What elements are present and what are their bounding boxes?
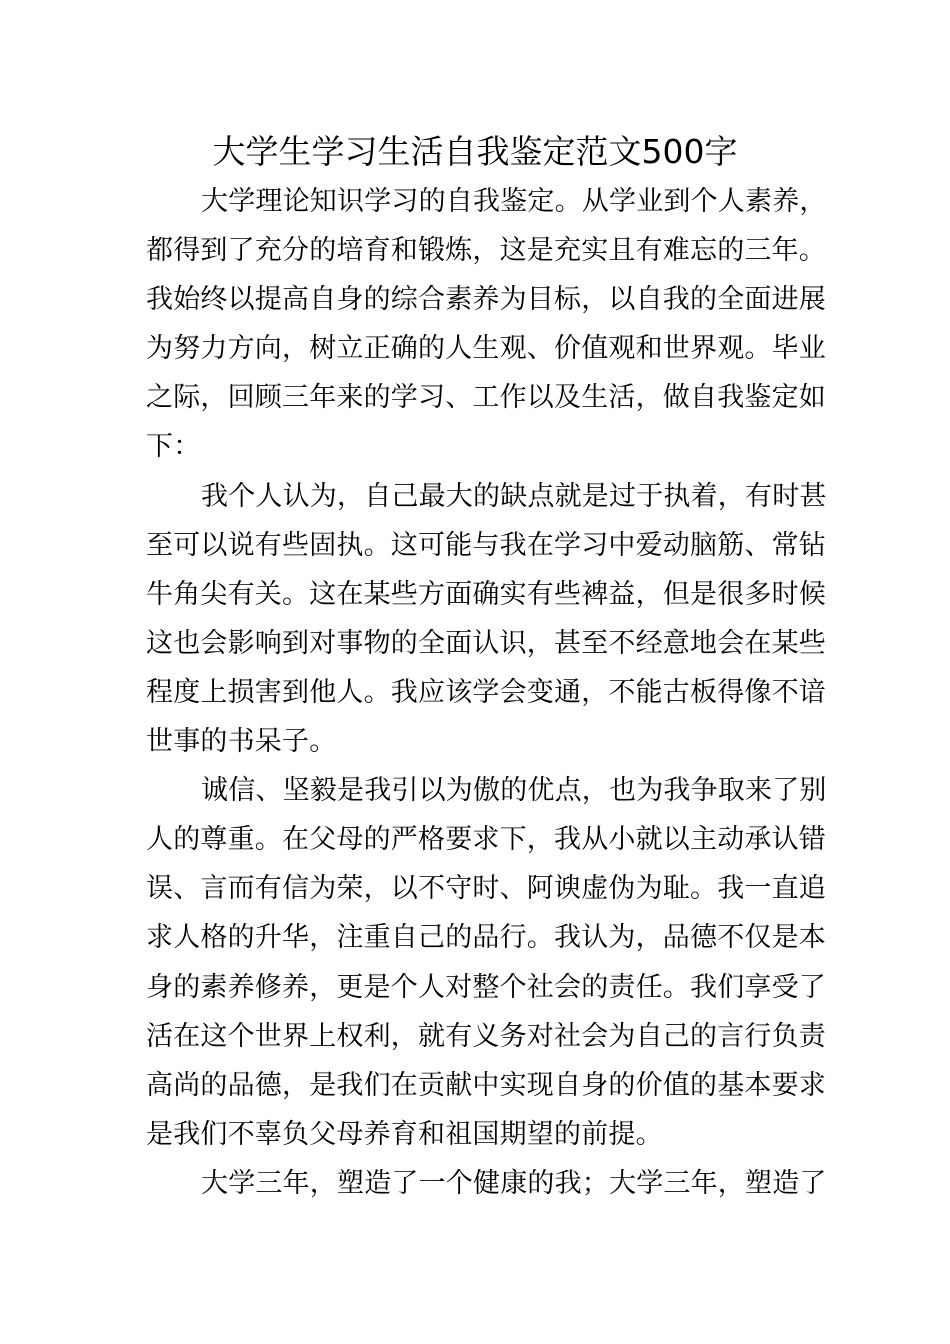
paragraph-2 — [146, 472, 827, 767]
paragraph-line: 我始终以提高自身的综合素养为目标，以自我的全面进展 — [146, 284, 826, 316]
paragraph-line: 误、言而有信为荣，以不守时、阿谀虚伪为耻。我一直追 — [146, 873, 826, 905]
document-body — [146, 177, 827, 1208]
paragraph-line: 诚信、坚毅是我引以为傲的优点，也为我争取来了别 — [201, 775, 827, 807]
paragraph-line: 大学三年，塑造了一个健康的我；大学三年，塑造了 — [201, 1167, 827, 1199]
paragraph-line: 高尚的品德，是我们在贡献中实现自身的价值的基本要求 — [146, 1069, 826, 1101]
paragraph-line: 牛角尖有关。这在某些方面确实有些裨益，但是很多时候 — [146, 578, 826, 610]
paragraph-line: 是我们不辜负父母养育和祖国期望的前提。 — [146, 1118, 663, 1150]
paragraph-line: 下： — [146, 431, 201, 463]
paragraph-line: 之际，回顾三年来的学习、工作以及生活，做自我鉴定如 — [146, 382, 826, 414]
paragraph-line: 求人格的升华，注重自己的品行。我认为，品德不仅是本 — [146, 922, 826, 954]
paragraph-line: 活在这个世界上权利，就有义务对社会为自己的言行负责 — [146, 1020, 826, 1052]
paragraph-line: 都得到了充分的培育和锻炼，这是充实且有难忘的三年。 — [146, 235, 826, 267]
paragraph-line: 大学理论知识学习的自我鉴定。从学业到个人素养， — [201, 186, 827, 217]
paragraph-line: 至可以说有些固执。这可能与我在学习中爱动脑筋、常钻 — [146, 529, 826, 561]
paragraph-4 — [146, 1159, 827, 1208]
paragraph-1 — [146, 177, 827, 472]
paragraph-line: 人的尊重。在父母的严格要求下，我从小就以主动承认错 — [146, 824, 826, 856]
paragraph-line: 身的素养修养，更是个人对整个社会的责任。我们享受了 — [146, 971, 826, 1003]
paragraph-line: 这也会影响到对事物的全面认识，甚至不经意地会在某些 — [146, 627, 826, 659]
paragraph-line: 世事的书呆子。 — [146, 726, 337, 758]
paragraph-line: 程度上损害到他人。我应该学会变通，不能古板得像不谙 — [146, 676, 826, 708]
paragraph-line: 为努力方向，树立正确的人生观、价值观和世界观。毕业 — [146, 333, 826, 365]
document-title: 大学生学习生活自我鉴定范文500字 — [212, 132, 738, 171]
paragraph-line: 我个人认为，自己最大的缺点就是过于执着，有时甚 — [201, 480, 827, 512]
paragraph-3 — [146, 766, 827, 1159]
